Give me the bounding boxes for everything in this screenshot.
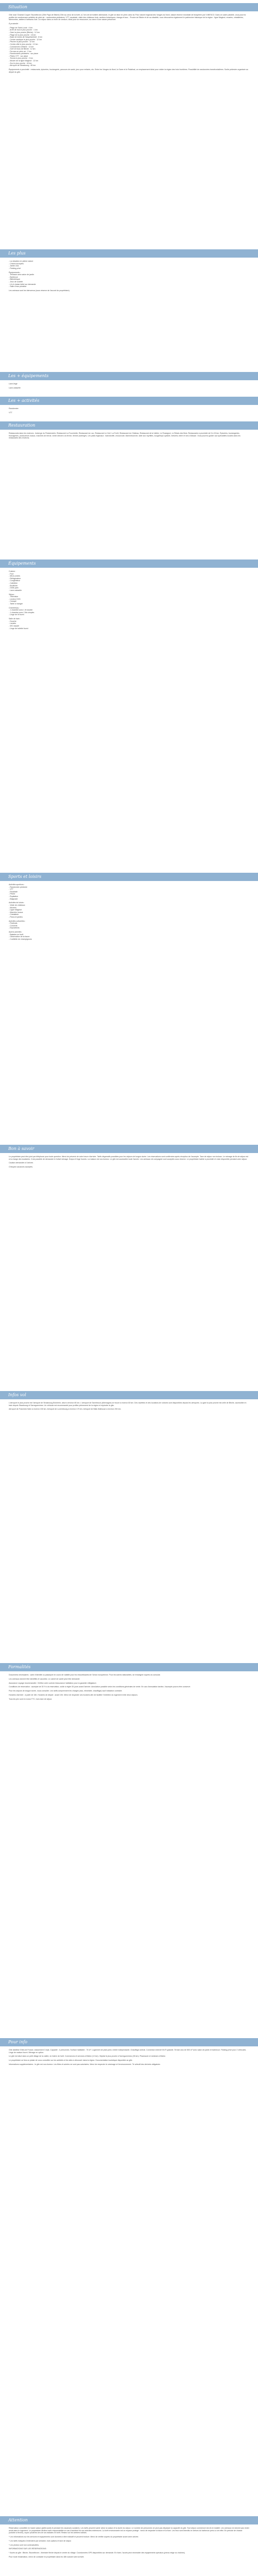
section-body <box>0 2524 258 2561</box>
section-header <box>0 397 258 405</box>
section-1 <box>0 249 258 368</box>
section-paragraph: Lave-linge <box>9 383 18 385</box>
section-body <box>0 2046 258 2069</box>
section-paragraph: Pour les séjours de longue durée, nous consulter. Les tarifs comprennent les charges (eau, électricité, chauffage) sauf indication contraire. <box>9 1690 123 1692</box>
section-header <box>0 421 258 430</box>
section-body <box>0 405 258 417</box>
section-title: Restauration <box>8 423 36 428</box>
section-paragraph: INFORMATIONS SUR LES RÉSERVATIONS : <box>9 2548 47 2550</box>
section-paragraph: Autres activités : - Balades en forêt - Observation de la faune - Cueillette de champignons <box>9 931 32 941</box>
section-paragraph: Les animaux sont les bienvenus (sous réserve de l'accord du propriétaire). <box>9 289 70 292</box>
section-paragraph: Cuisine : - Four - Micro-ondes - Réfrigérateur - Congélateur - Cafetière - Bouilloire - Grille-pain - Lave-vaisselle <box>9 570 22 591</box>
section-title: Pour info <box>8 2040 27 2044</box>
section-paragraph: Assurance voyage recommandée. Vérifiez votre contrat d'assurance habitation pour la garantie villégiature. <box>9 1682 97 1684</box>
section-2 <box>0 372 258 393</box>
section-3 <box>0 397 258 417</box>
section-paragraph: Salle de bain : - Douche - Lavabo - WC séparé - Linge de toilette fourni <box>9 618 28 630</box>
section-header <box>0 249 258 258</box>
section-4 <box>0 421 258 555</box>
section-11 <box>0 2516 258 2576</box>
section-title: Les + activités <box>8 398 40 403</box>
section-paragraph: Caution demandée à l'arrivée. <box>9 1162 34 1164</box>
section-paragraph: * Les photos sont non contractuelles. <box>9 2544 39 2546</box>
section-paragraph: Horaires d'arrivée : à partir de 16h. Horaires de départ : avant 10h. Merci de respecter ces horaires afin de faciliter l'entretien du logement entre deux séjours. <box>9 1693 138 1696</box>
section-header <box>0 2516 258 2524</box>
section-paragraph: Tous les prix sont en euros TTC, hors taxe de séjour. <box>9 1698 53 1700</box>
section-header <box>0 3 258 11</box>
section-paragraph: VTT <box>9 411 12 414</box>
section-paragraph: Informations supplémentaires : le gîte est non-fumeur. Les fêtes et soirées ne sont pas autorisées. Merci de respecter le voisinage et l'environnement. Tri sélectif des déchets obligatoire. <box>9 2063 161 2065</box>
section-paragraph: Réservation conseillée en haute saison (juillet-août) et pendant les vacances scolaires. Les tarifs peuvent varier selon la saison et la durée du séjour. Le nombre de personnes ne peut pas dépasser la capacité du gîte. Tout séjour commencé est dû en totalité. Les animaux ne doivent pas rester seuls dans le logement. Le propriétaire décline toute responsabilité en cas d'accident lié aux activités extérieures. La forêt environnante est un espace protégé : merci de respecter la faune et la flore. Les feux sont interdits en dehors du barbecue prévu à cet effet. En période de chasse (octobre à février), soyez prudents lors de vos balades en forêt. Restez sur les sentiers balisés. <box>9 2527 250 2534</box>
section-title: Équipements <box>8 561 36 566</box>
section-paragraph: Chèques vacances acceptés. <box>9 1166 33 1168</box>
section-title: Attention <box>8 2518 28 2522</box>
section-header <box>0 1391 258 1399</box>
section-paragraph: - La situation en pleine nature - Chiens acceptés - Jardin clos - Parking privé <box>9 260 34 269</box>
section-title: Formalités <box>8 1665 31 1669</box>
section-paragraph: Séjour : - Télévision - Lecteur DVD - Canapé - Table à manger <box>9 593 23 605</box>
section-paragraph: * Les informations sur les services et équipements sont données à titre indicatif et peuvent évoluer. Merci de vérifier auprès du propriétaire avant votre arrivée. <box>9 2535 139 2538</box>
section-header <box>0 560 258 568</box>
section-paragraph: L'aéroport le plus proche est l'aéroport de Strasbourg-Entzheim, situé à environ 80 km. L'aéroport de Sarrebruck (Allemagne) se trouve à environ 60 km. Des navettes et des locations de voitures sont disponibles depuis les aéroports. La gare la plus proche est celle de Bitche, accessible en train depuis Strasbourg et Sarreguemines. Un véhicule est recommandé pour profiter pleinement de la région et rejoindre le gîte. <box>9 1402 247 1406</box>
section-paragraph: Le propriétaire peut être joint par téléphone pour toute question. Merci de prévenir de votre heure d'arrivée. Tarifs dégressifs possibles pour les séjours de longue durée. Les réservations sont confirmées après réception de l'acompte. Taxe de séjour non incluse. Le ménage de fin de séjour est à la charge des locataires. Il est possible de demander le forfait ménage. Draps et linge fournis. La maison est non-fumeur. Le gîte est accessible toute l'année. Les animaux de compagnie sont acceptés sous réserve. Le propriétaire habite à proximité et reste disponible pendant votre séjour. <box>9 1156 249 1160</box>
section-paragraph: * Les tarifs indiqués s'entendent par semaine, hors options et taxe de séjour. <box>9 2539 72 2542</box>
section-0 <box>0 3 258 245</box>
section-body <box>0 258 258 295</box>
section-title: Les + équipements <box>8 374 49 378</box>
section-paragraph: - Plage de Saint-Louis : 4 km - Arrêt de bus le plus proche : 1 km - Gare la plus proche (Bitche) : 12 km - Plage de la plus proche : 18 km - Base de loisirs de Haspelschiedt : 8 km - Centre nautique le plus proche : 12 km - Piscine la plus proche : 12 km - Centre-ville le plus proche : 12 km - Commerces à Bitche : 12 km - Golf 18 trous de Bitche : 12 km - Fermes en plein air : 2 km - Randonnées pédestres : sur place - Pistes VTT : sur place - Tennis le plus proche : 2 km - Musée de la ligne Maginot : 12 km - Zoo le plus proche : 40 km - Aéroport de Strasbourg : 80 km <box>9 26 42 67</box>
section-paragraph: Les animaux doivent être identifiés et vaccinés. Le carnet de santé peut être demandé. <box>9 1677 80 1680</box>
section-8 <box>0 1391 258 1659</box>
section-paragraph: Équipements : - Terrasse avec salon de jardin - Barbecue - Bibliothèque - Jeux de société - Lit et chaise bébé sur demande - Salle d'eau privative <box>9 271 36 288</box>
section-paragraph: Activités de loisirs : - Visite de châteaux - Musées - Ligne Maginot - Marchés locaux - Cristallerie - Parcs et jardins <box>9 902 25 918</box>
section-header <box>0 873 258 881</box>
section-header <box>0 1145 258 1153</box>
section-paragraph: Gîte labellisé Gîtes de France, classement 3 épis. Capacité : 4 personnes. Surface habitable : 70 m². Logement de plain-pied, entrée indépendante. Chauffage central. Connexion internet Wi-Fi gratuite. Terrain clos de 500 m² avec salon de jardin et barbecue. Parking privé pour 2 véhicules. Linge de maison fourni. Ménage en option. <box>9 2049 247 2054</box>
section-body <box>0 1153 258 1171</box>
section-title: Situation <box>8 5 27 9</box>
section-header <box>0 1663 258 1671</box>
section-paragraph: À proximité : <box>9 22 19 25</box>
section-paragraph: Lave-vaisselle <box>9 386 21 389</box>
section-paragraph: Aéroport de Francfort-Hahn à environ 150 km. Aéroport de Luxembourg à environ 170 km. Aéroport de Bâle-Mulhouse à environ 200 km. <box>9 1408 121 1411</box>
section-body <box>0 430 258 442</box>
section-paragraph: Pour toute réclamation, merci de contacter le propriétaire dans les 48h suivant votre arrivée. <box>9 2555 85 2558</box>
section-header <box>0 2038 258 2046</box>
section-header <box>0 372 258 380</box>
section-extra: Équipements à proximité : restaurants, épiceries, boulangerie, parcours de santé, jeux pour enfants, etc. Entre les Vosges du Nord, la Sarre et le Palatinat, un emplacement idéal pour visiter la région des trois frontières. Possibilité de randonnées transfrontalières. Sortie pédestre organisée au départ du gîte. <box>9 69 249 73</box>
section-title: Sports et loisirs <box>8 874 42 879</box>
section-body <box>0 1671 258 1703</box>
section-title: Infos vol <box>8 1393 26 1397</box>
section-5 <box>0 560 258 869</box>
section-paragraph: Randonnée <box>9 408 19 410</box>
section-paragraph: * Accès au gîte : Bitche, Sturzelbronn - itinéraire fléché depuis le centre du village. Coordonnées GPS disponibles sur demande. En hiver, l'accès peut nécessiter des équipements spéciaux (pneus neige ou chaînes). <box>9 2552 185 2554</box>
section-body <box>0 881 258 943</box>
section-paragraph: Le gîte est situé dans un petit village de la vallée, en lisière de forêt. Commerces et services à Bitche (12 km). Hôpital le plus proche à Sarreguemines (35 km). Pharmacie et médecin à Bitche. <box>9 2055 166 2058</box>
section-paragraph: Documents nécessaires : carte d'identité ou passeport en cours de validité pour les ressortissants de l'Union européenne. Pour les autres nationalités, se renseigner auprès du consulat. <box>9 1674 160 1676</box>
section-paragraph: Conditions de réservation : acompte de 30 % à la réservation, solde à régler 30 jours avant l'arrivée. Annulation possible selon les conditions générales de vente. En cas d'annulation tardive, l'acompte pourra être conservé. <box>9 1686 191 1688</box>
section-9 <box>0 1663 258 2034</box>
section-paragraph: Chambre(s) : - 1 chambre avec 1 lit double - 1 chambre avec 2 lits simples - Linge de lit fourni <box>9 606 35 616</box>
section-paragraph: Le propriétaire se fera un plaisir de vous conseiller sur les activités et les sites à découvrir dans la région. Documentation touristique disponible au gîte. <box>9 2059 133 2062</box>
section-title: Bon à savoir <box>8 1146 35 1151</box>
section-7 <box>0 1145 258 1387</box>
section-body <box>0 568 258 632</box>
section-6 <box>0 873 258 1141</box>
section-paragraph: Gîte rural 'Chantal Coquin' Sturzelbronn (Gîte Pays de Bitche) Gîte au cœur de la forêt, à 2 km de la frontière allemande, le gîte se situe en plein cœur du Parc naturel régional des Vosges du Nord, classé réserve mondiale de biosphère par l'UNESCO. Dans ce cadre paisible, vous pourrez profiter de nombreuses activités de plein air : randonnées pédestres, VTT, escalade, visite des châteaux forts, sentiers botaniques, étangs et lacs... Proche de Bitche et de sa citadelle, vous découvrirez également le patrimoine historique de la région : ligne Maginot, musées, cristalleries, faïenceries, ateliers d'artisans d'art. Un séjour dans un écrin de verdure, idéal pour se ressourcer, au cœur d'une nature préservée. <box>9 14 246 21</box>
section-paragraph: Activités culturelles : - Festivals - Concerts - Expositions <box>9 920 26 929</box>
section-body <box>0 1399 258 1413</box>
section-paragraph: Activités sportives : - Randonnée pédestre - VTT - Escalade - Pêche - Équitation - Baignade <box>9 884 27 900</box>
section-paragraph: Restaurants dans les environs : Auberge du Fleckenstein, Restaurant La Fourchette, Restaurant du Lac, Restaurant Le Cerf, La Forêt, Restaurant du Château, Restaurant de la Vallée, Le Rossignol, Le Relais des Bois. Restaurants à proximité de 5 à 15 km. Épiceries, boulangeries, fromageries, producteurs locaux, marchés de terroir, vente directe à la ferme, fermes-auberges. Les plats régionaux : baeckeoffe, choucroute, flammekueche, tarte aux myrtilles, kougelhopf, spätzle, bretzels, bière et vins d'Alsace. Vous pourrez goûter aux spécialités locales dans les restaurants des environs. <box>9 432 240 439</box>
section-body <box>0 380 258 392</box>
section-body <box>0 11 258 76</box>
section-10 <box>0 2038 258 2512</box>
section-title: Les plus <box>8 251 26 256</box>
